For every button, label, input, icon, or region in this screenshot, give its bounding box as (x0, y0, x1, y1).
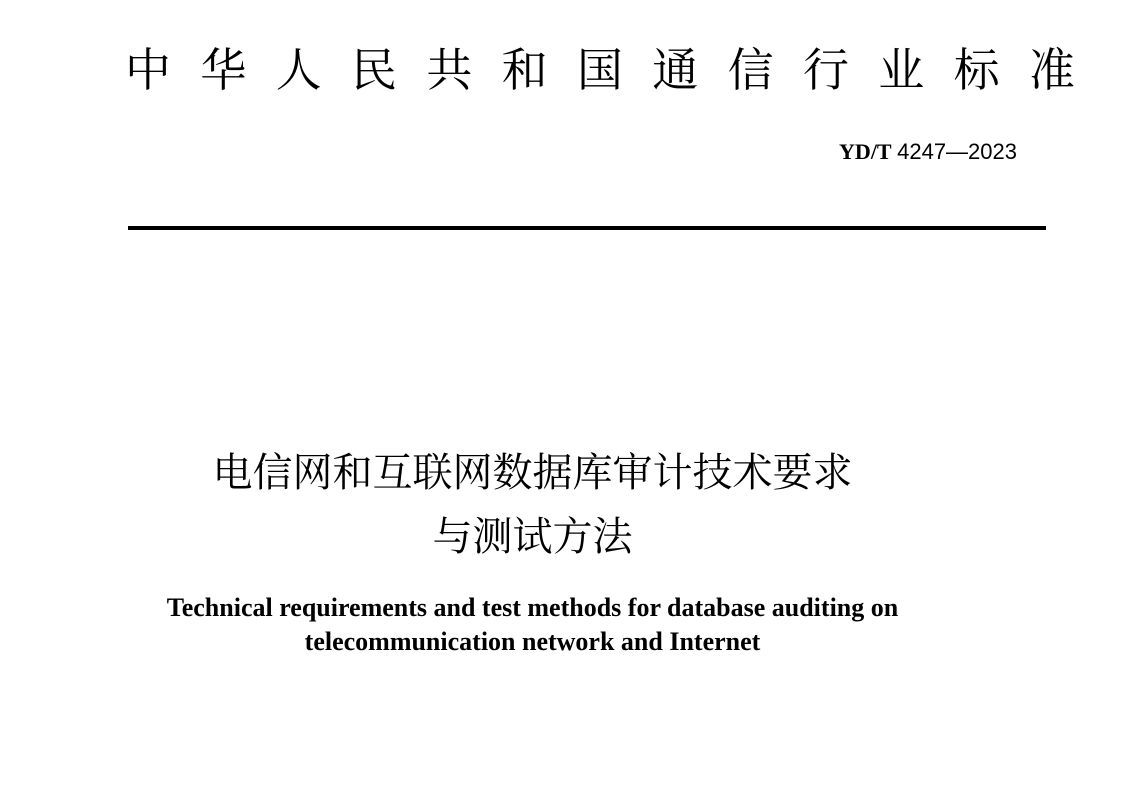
title-char: 和 (501, 43, 548, 97)
title-char: 人 (275, 43, 322, 97)
chinese-title-line-1: 电信网和互联网数据库审计技术要求 (212, 450, 853, 496)
issuing-body-title (120, 42, 1080, 98)
english-title-line-2: telecommunication network and Internet (304, 627, 761, 656)
title-char: 标 (953, 43, 1000, 97)
standard-number (839, 138, 1017, 166)
title-char: 业 (878, 43, 925, 97)
title-char: 通 (652, 43, 699, 97)
standard-code: 4247—2023 (897, 139, 1017, 164)
standard-prefix: YD/T (839, 139, 892, 164)
title-char: 准 (1028, 43, 1075, 97)
title-char: 信 (727, 43, 774, 97)
header-divider (128, 226, 1046, 230)
english-title-line-1: Technical requirements and test methods for database auditing on (166, 593, 899, 622)
title-char: 国 (576, 43, 623, 97)
title-char: 华 (200, 43, 247, 97)
title-char: 行 (802, 43, 849, 97)
title-char: 中 (125, 43, 171, 97)
title-char: 共 (426, 43, 473, 97)
title-char: 民 (350, 43, 397, 97)
chinese-title-line-2: 与测试方法 (432, 514, 633, 560)
